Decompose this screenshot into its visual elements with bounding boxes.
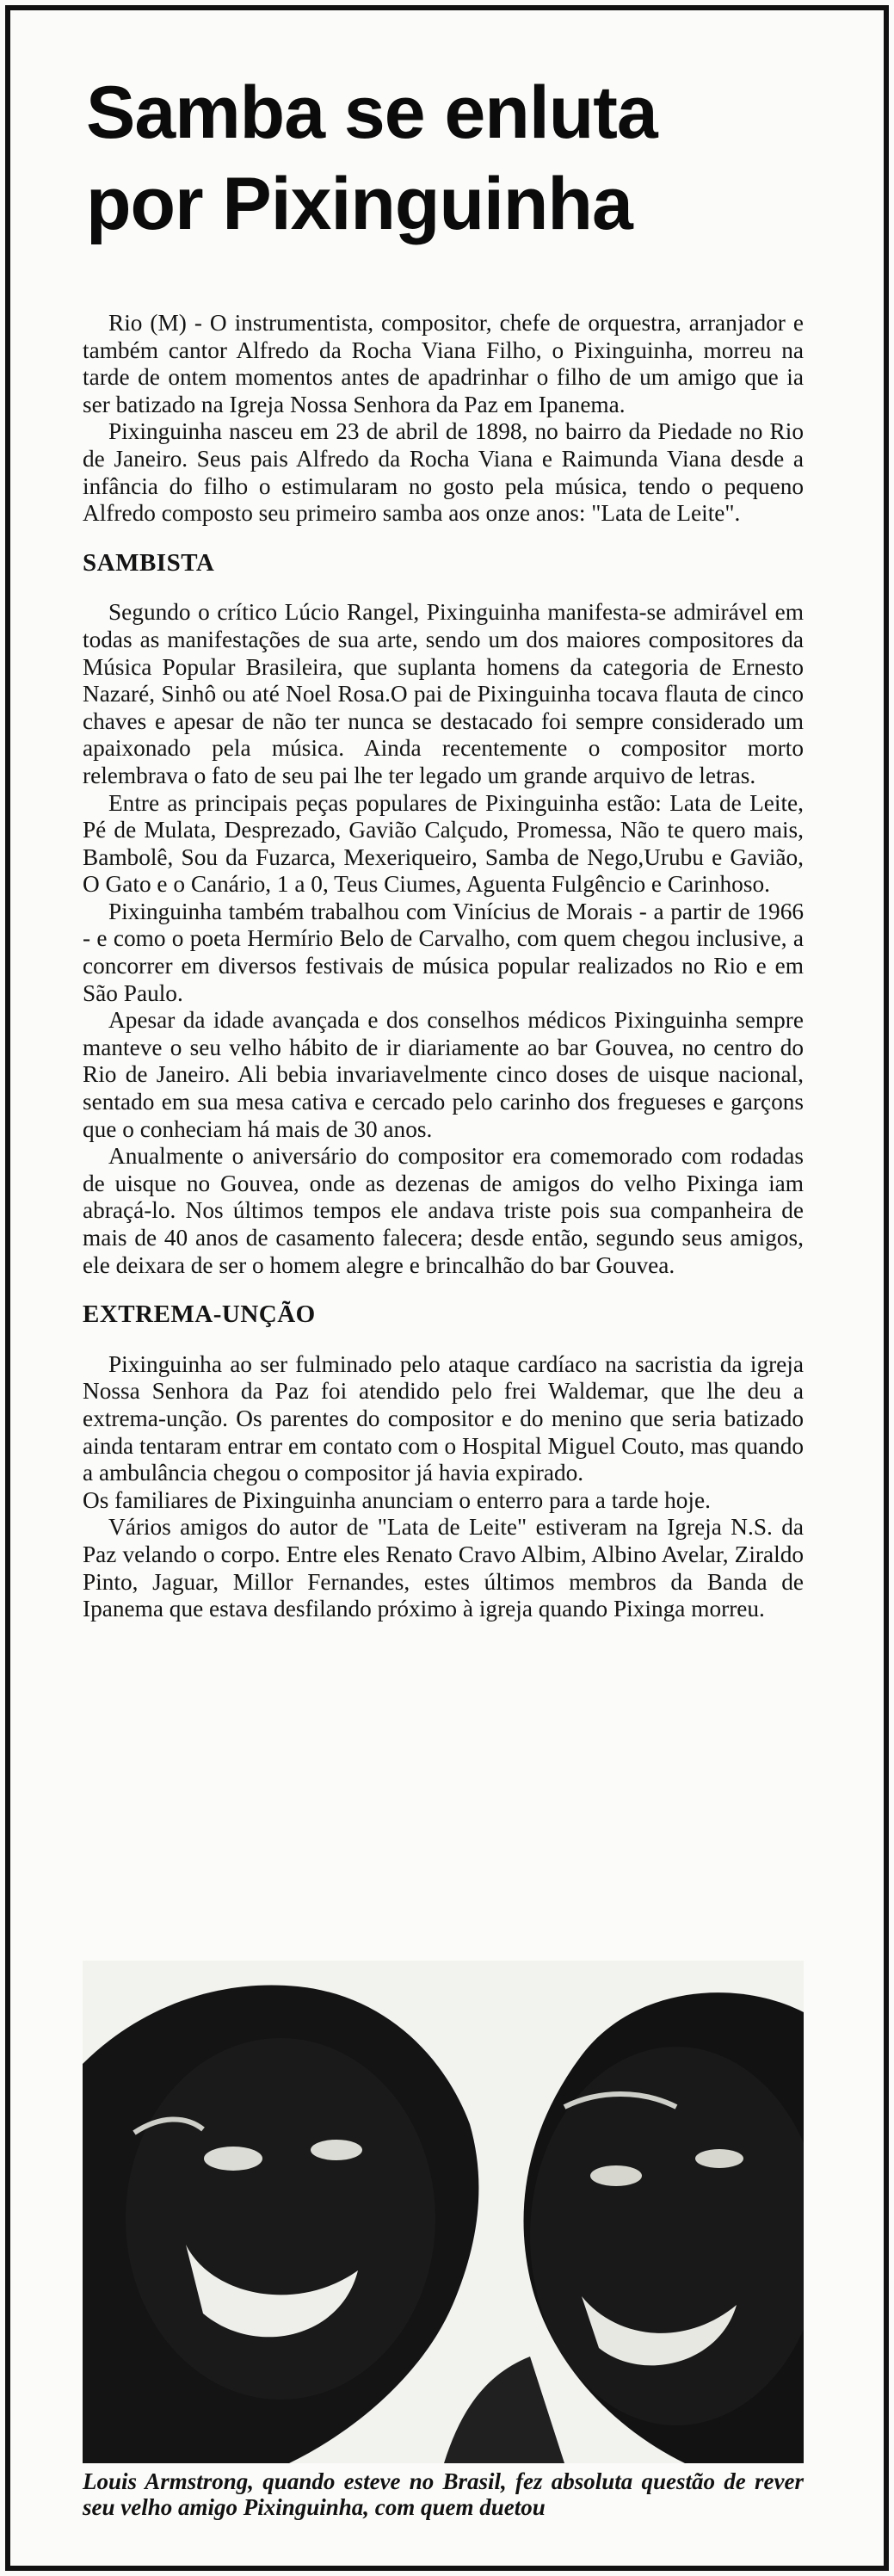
section-heading-extrema-uncao: EXTREMA-UNÇÃO <box>83 1300 316 1329</box>
headline <box>86 67 774 250</box>
paragraph: Segundo o crítico Lúcio Rangel, Pixinguinha manifesta-se admirável em todas as manifestações de sua arte, sendo um dos maiores compositores da Música Popular Brasileira, que suplanta homens da categoria de Ernesto Nazaré, Sinhô ou até Noel Rosa.O pai de Pixinguinha tocava flauta de cinco chaves e apesar de não ter nunca se destacado foi sempre considerado um apaixonado pela música. Ainda recentemente o compositor morto relembrava o fato de seu pai lhe ter legado um grande arquivo de letras. <box>83 599 804 788</box>
paragraph: Pixinguinha nasceu em 23 de abril de 1898, no bairro da Piedade no Rio de Janeiro. Seus pais Alfredo da Rocha Viana e Raimunda Viana desde a infância do filho o estimularam no gosto pela música, tendo o pequeno Alfredo composto seu primeiro samba aos onze anos: "Lata de Leite". <box>83 418 804 527</box>
photo-armstrong-pixinguinha <box>83 1961 804 2463</box>
paragraph: Apesar da idade avançada e dos conselhos médicos Pixinguinha sempre manteve o seu velho hábito de ir diariamente ao bar Gouvea, no centro do Rio de Janeiro. Ali bebia invariavelmente cinco doses de uisque nacional, sentado em sua mesa cativa e cercado pelo carinho dos fregueses e garçons que o conheciam há mais de 30 anos. <box>83 1007 804 1142</box>
paragraph: Pixinguinha ao ser fulminado pelo ataque cardíaco na sacristia da igreja Nossa Senhora da Paz foi atendido pelo frei Waldemar, que lhe deu a extrema-unção. Os parentes do compositor e do menino que seria batizado ainda tentaram entrar em contato com o Hospital Miguel Couto, mas quando a ambulância chegou o compositor já havia expirado. <box>83 1350 804 1486</box>
headline-line-1: Samba se enluta <box>86 71 657 154</box>
photo-illustration <box>83 1961 804 2463</box>
article-body <box>83 310 804 1623</box>
paragraph: Entre as principais peças populares de Pixinguinha estão: Lata de Leite, Pé de Mulata, Desprezado, Gavião Calçudo, Promessa, Não te quero mais, Bambolê, Sou da Fuzarca, Mexeriqueiro, Samba de Nego,Urubu e Gavião, O Gato e o Canário, 1 a 0, Teus Ciumes, Aguenta Fulgêncio e Carinhoso. <box>83 789 804 898</box>
paragraph: Anualmente o aniversário do compositor era comemorado com rodadas de uisque no Gouvea, onde as dezenas de amigos do velho Pixinga iam abraçá-lo. Nos últimos tempos ele andava triste pois sua companheira de mais de 40 anos de casamento falecera; desde então, segundo seus amigos, ele deixara de ser o homem alegre e brincalhão do bar Gouvea. <box>83 1143 804 1278</box>
photo-caption: Louis Armstrong, quando esteve no Brasil, fez absoluta questão de rever seu velho amigo Pixinguinha, com quem duetou <box>83 2468 804 2520</box>
paragraph: Pixinguinha também trabalhou com Vinícius de Morais - a partir de 1966 - e como o poeta Hermírio Belo de Carvalho, com quem chegou inclusive, a concorrer em diversos festivais de música popular realizados no Rio e em São Paulo. <box>83 898 804 1006</box>
paragraph: Os familiares de Pixinguinha anunciam o enterro para a tarde hoje. <box>83 1486 711 1513</box>
headline-line-2: por Pixinguinha <box>86 163 632 245</box>
paragraph: Vários amigos do autor de "Lata de Leite" estiveram na Igreja N.S. da Paz velando o corpo. Entre eles Renato Cravo Albim, Albino Avelar, Ziraldo Pinto, Jaguar, Millor Fernandes, estes últimos membros da Banda de Ipanema que estava desfilando próximo à igreja quando Pixinga morreu. <box>83 1514 804 1622</box>
paragraph: Rio (M) - O instrumentista, compositor, chefe de orquestra, arranjador e também cantor Alfredo da Rocha Viana Filho, o Pixinguinha, morreu na tarde de ontem momentos antes de apadrinhar o filho de um amigo que ia ser batizado na Igreja Nossa Senhora da Paz em Ipanema. <box>83 310 804 417</box>
section-heading-sambista: SAMBISTA <box>83 548 215 577</box>
